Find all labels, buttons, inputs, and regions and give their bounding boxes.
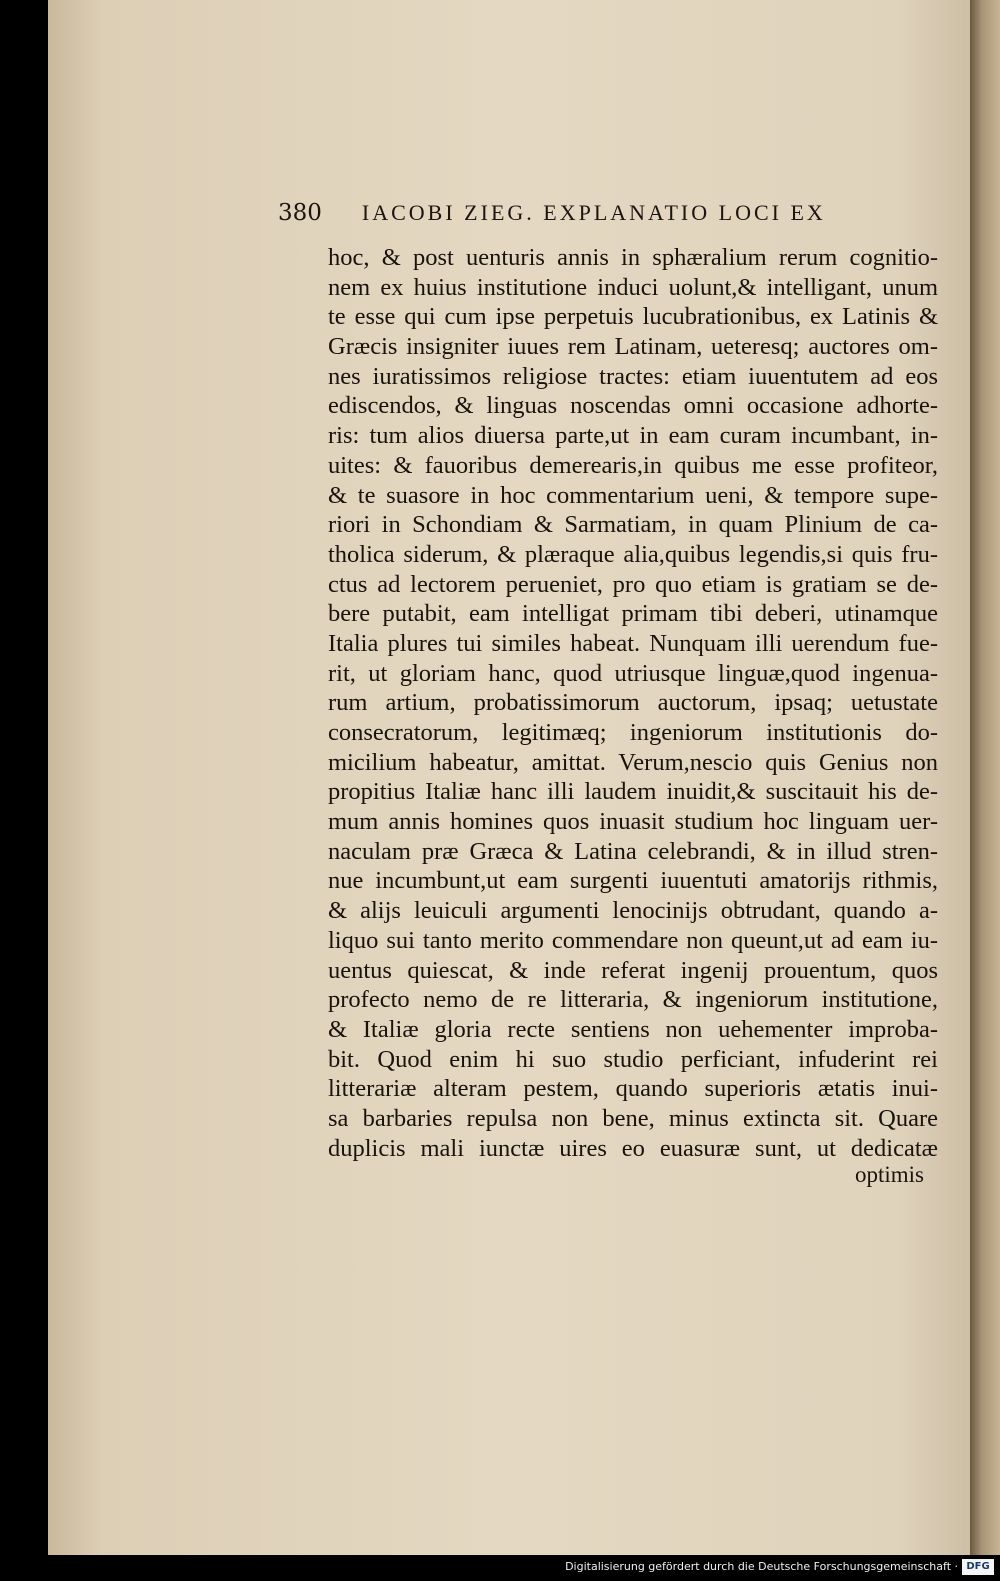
text-line: ris: tum alios diuersa parte,ut in eam curam incumbant, in- [328, 422, 938, 450]
text-line: nue incumbunt,ut eam surgenti iuuentuti amatorijs rithmis, [328, 867, 938, 895]
text-line: uites: & fauoribus demerearis,in quibus me esse profiteor, [328, 451, 938, 479]
text-line: tholica siderum, & plæraque alia,quibus legendis,si quis fru- [328, 540, 938, 568]
page-header [278, 200, 918, 240]
text-line: ctus ad lectorem perueniet, pro quo etiam is gratiam se de- [328, 570, 938, 598]
text-line: bit. Quod enim hi suo studio perficiant, infuderint rei [328, 1045, 938, 1073]
text-line: micilium habeatur, amittat. Verum,nescio quis Genius non [328, 748, 938, 776]
body-text [328, 243, 938, 1163]
text-line: rum artium, probatissimorum auctorum, ipsaq; uetustate [328, 689, 938, 717]
text-line: te esse qui cum ipse perpetuis lucubrationibus, ex Latinis & [328, 303, 938, 331]
text-line: uentus quiescat, & inde referat ingenij prouentum, quos [328, 956, 938, 984]
footer-bar [0, 1555, 1000, 1581]
text-line: propitius Italiæ hanc illi laudem inuidit,& suscitauit his de- [328, 778, 938, 806]
book-spine [970, 0, 1000, 1555]
text-line: Italia plures tui similes habeat. Nunquam illi uerendum fue- [328, 629, 938, 657]
text-line: litterariæ alteram pestem, quando superioris ætatis inui- [328, 1075, 938, 1103]
text-line: liquo sui tanto merito commendare non queunt,ut ad eam iu- [328, 926, 938, 954]
text-line: & te suasore in hoc commentarium ueni, & tempore supe- [328, 481, 938, 509]
text-line: hoc, & post uenturis annis in sphæralium rerum cognitio- [328, 244, 938, 271]
text-line: profecto nemo de re litteraria, & ingeniorum institutione, [328, 986, 938, 1014]
dfg-logo: DFG [962, 1559, 994, 1575]
text-line: nem ex huius institutione induci uolunt,& intelligant, unum [328, 273, 938, 301]
text-line: ediscendos, & linguas noscendas omni occasione adhorte- [328, 392, 938, 420]
text-line: Græcis insigniter iuues rem Latinam, ueteresq; auctores om- [328, 333, 938, 361]
text-line: duplicis mali iunctæ uires eo euasuræ sunt, ut dedicatæ [328, 1134, 938, 1162]
catchword: optimis [855, 1162, 925, 1187]
text-line: rit, ut gloriam hanc, quod utriusque linguæ,quod ingenua- [328, 659, 938, 687]
text-line: sa barbaries repulsa non bene, minus extincta sit. Quare [328, 1104, 938, 1132]
page-number: 380 [278, 200, 322, 226]
text-line: consecratorum, legitimæq; ingeniorum institutionis do- [328, 719, 938, 746]
running-head: IACOBI ZIEG. EXPLANATIO LOCI EX [361, 200, 826, 225]
text-line: & alijs leuiculi argumenti lenocinijs obtrudant, quando a- [328, 897, 938, 925]
funding-credit: Digitalisierung gefördert durch die Deutsche Forschungsgemeinschaft · [565, 1560, 958, 1573]
text-line: nes iuratissimos religiose tractes: etiam iuuentutem ad eos [328, 362, 938, 390]
text-line: naculam præ Græca & Latina celebrandi, & in illud stren- [328, 837, 938, 865]
text-line: bere putabit, eam intelligat primam tibi deberi, utinamque [328, 600, 938, 628]
text-line: riori in Schondiam & Sarmatiam, in quam Plinium de ca- [328, 511, 938, 539]
text-line: & Italiæ gloria recte sentiens non uehementer improba- [328, 1015, 938, 1043]
text-line: mum annis homines quos inuasit studium hoc linguam uer- [328, 808, 938, 836]
